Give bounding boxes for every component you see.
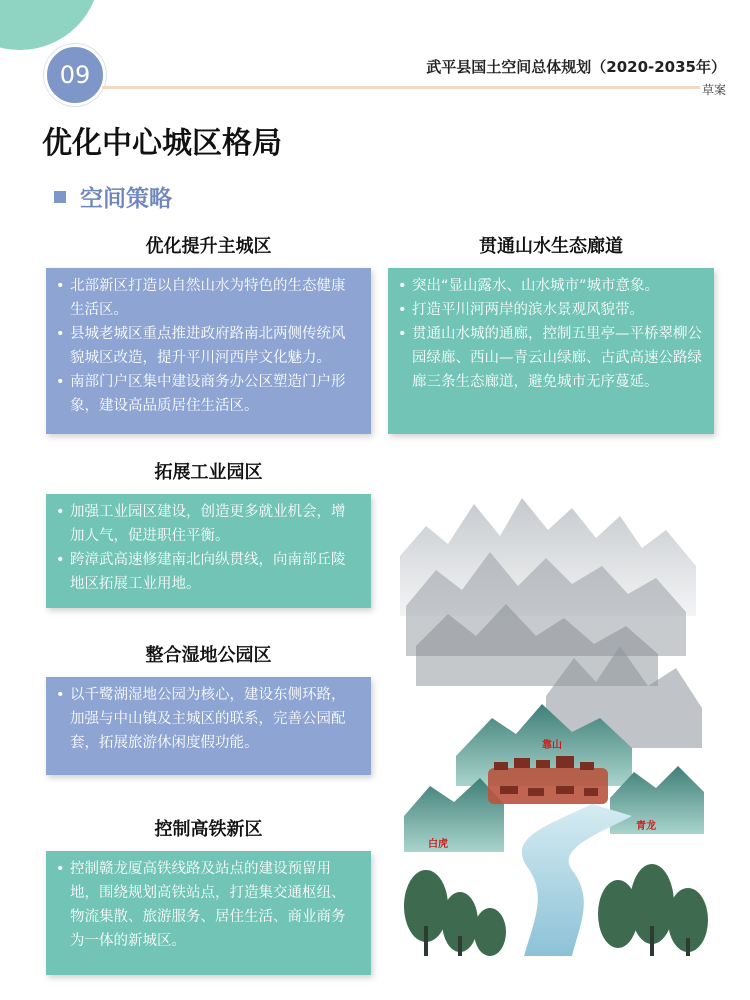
block-title: 优化提升主城区 <box>145 236 272 257</box>
bullet-dot-icon: • <box>56 861 65 877</box>
bullet-dot-icon: • <box>56 326 65 342</box>
label-baihu: 白虎 <box>428 839 448 850</box>
list-item: • 加强工业园区建设，创造更多就业机会，增加人气，促进职住平衡。 <box>56 500 359 548</box>
list-item: • 北部新区打造以自然山水为特色的生态健康生活区。 <box>56 274 359 322</box>
section-heading-text: 空间策略 <box>80 186 172 212</box>
bullet-dot-icon: • <box>56 278 65 294</box>
list-item: • 跨漳武高速修建南北向纵贯线，向南部丘陵地区拓展工业用地。 <box>56 548 359 596</box>
document-title: 武平县国土空间总体规划（2020-2035年） <box>426 58 726 76</box>
strategy-card <box>46 851 371 975</box>
list-item: • 打造平川河两岸的滨水景观风貌带。 <box>398 298 702 322</box>
list-item: • 贯通山水城的通廊，控制五里亭—平桥翠柳公园绿廊、西山—青云山绿廊、古武高速公路绿廊三条生态廊道，避免城市无序蔓延。 <box>398 322 702 394</box>
block-title: 控制高铁新区 <box>154 819 263 840</box>
strategy-card <box>388 268 714 434</box>
bullet-dot-icon: • <box>398 278 407 294</box>
list-item: • 南部门户区集中建设商务办公区塑造门户形象，建设高品质居住生活区。 <box>56 370 359 418</box>
label-kaoshan: 靠山 <box>542 740 562 751</box>
page-number-badge: 09 <box>44 44 106 106</box>
square-bullet-icon <box>54 191 66 203</box>
page-heading: 优化中心城区格局 <box>42 126 282 161</box>
block-industrial-park <box>46 458 371 608</box>
list-item: • 县城老城区重点推进政府路南北两侧传统风貌城区改造，提升平川河西岸文化魅力。 <box>56 322 359 370</box>
block-wetland-park <box>46 641 371 775</box>
bullet-dot-icon: • <box>56 687 65 703</box>
block-title: 拓展工业园区 <box>154 462 263 483</box>
landscape-illustration <box>396 486 720 956</box>
strategy-card <box>46 677 371 775</box>
block-title: 整合湿地公园区 <box>145 645 272 666</box>
block-eco-corridor <box>388 232 714 434</box>
block-high-speed-rail <box>46 815 371 975</box>
list-item: • 控制赣龙厦高铁线路及站点的建设预留用地，围绕规划高铁站点，打造集交通枢纽、物流集散、旅游服务、居住生活、商业商务为一体的新城区。 <box>56 857 359 953</box>
bullet-dot-icon: • <box>56 552 65 568</box>
strategy-card <box>46 268 371 434</box>
bullet-dot-icon: • <box>56 504 65 520</box>
list-item: • 以千鹭湖湿地公园为核心，建设东侧环路，加强与中山镇及主城区的联系，完善公园配套，拓展旅游休闲度假功能。 <box>56 683 359 755</box>
bullet-dot-icon: • <box>398 326 407 342</box>
draft-label: 草案 <box>701 83 726 97</box>
strategy-card <box>46 494 371 608</box>
block-main-city <box>46 232 371 434</box>
bullet-dot-icon: • <box>398 302 407 318</box>
label-qinglong: 青龙 <box>636 821 656 832</box>
section-heading <box>54 180 172 213</box>
block-title: 贯通山水生态廊道 <box>479 236 623 257</box>
list-item: • 突出“显山露水、山水城市”城市意象。 <box>398 274 702 298</box>
bullet-dot-icon: • <box>56 374 65 390</box>
header-divider <box>102 86 700 89</box>
corner-decoration <box>0 0 100 50</box>
